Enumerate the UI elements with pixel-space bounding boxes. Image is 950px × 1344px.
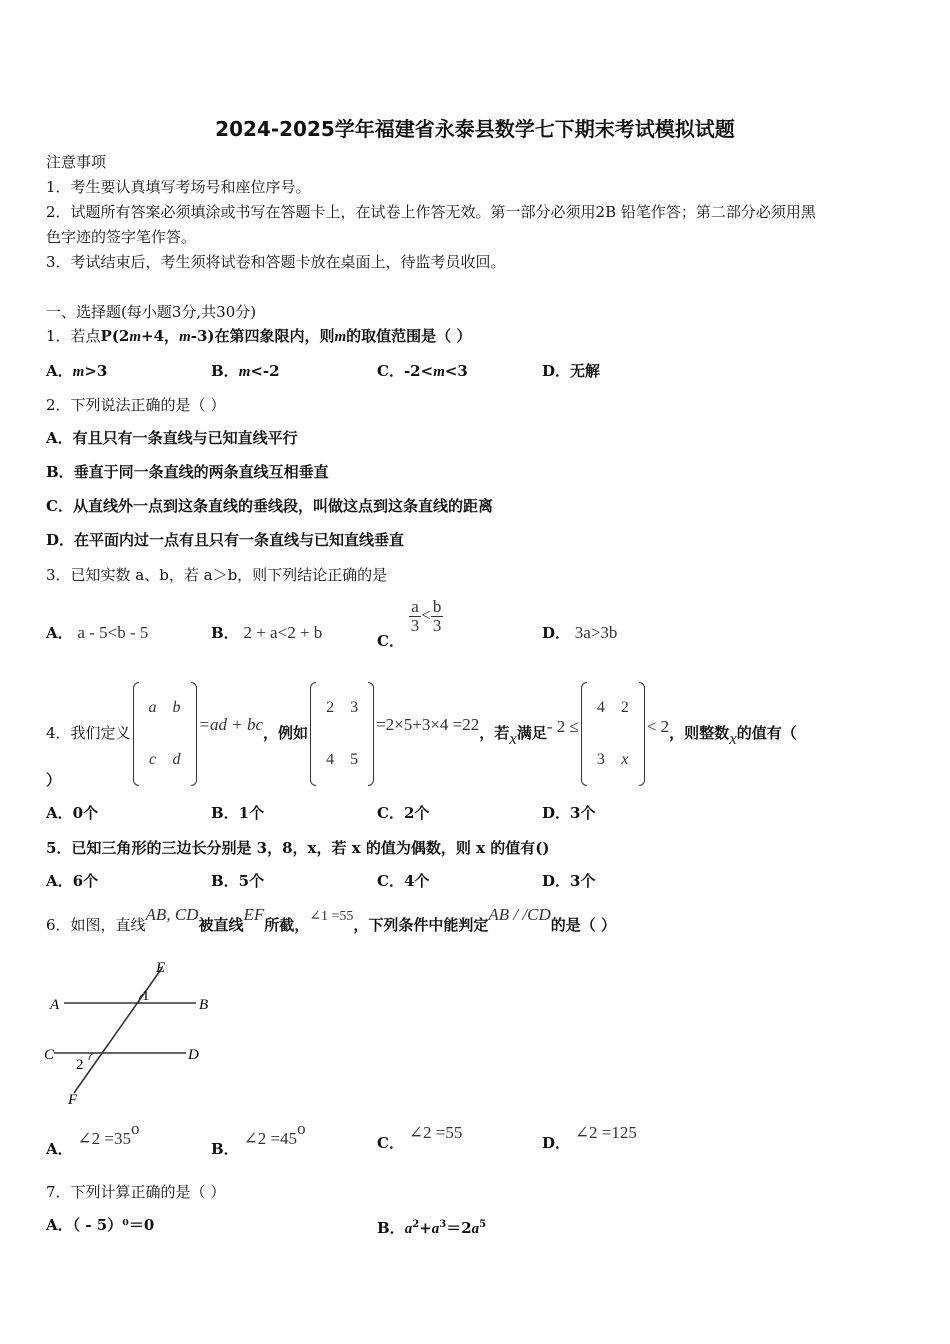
notice-item-2: 2．试题所有答案必须填涂或书写在答题卡上，在试卷上作答无效。第一部分必须用2B 铅笔作答；第二部分必须用黑	[46, 203, 816, 221]
q6-option-a[interactable]: A． ∠2 $=35^o$	[46, 1119, 140, 1158]
parallel-lines-figure	[44, 958, 219, 1106]
q5-option-a[interactable]: A．6个	[46, 872, 99, 890]
label-c: C	[44, 1047, 55, 1063]
label-2: 2	[76, 1057, 84, 1073]
q7-option-a[interactable]: A．（ - 5）⁰＝0	[46, 1216, 155, 1234]
label-e: E	[156, 960, 166, 976]
q5-option-b[interactable]: B．5个	[211, 872, 265, 890]
q5-option-c[interactable]: C．4个	[377, 872, 430, 890]
q2-option-b[interactable]: B．垂直于同一条直线的两条直线互相垂直	[46, 463, 329, 481]
label-b: B	[199, 997, 209, 1013]
question-3: 3．已知实数 a、b，若 a＞b，则下列结论正确的是	[46, 566, 388, 584]
fraction-b-3: $\frac{b}{3}$	[432, 597, 442, 635]
label-a: A	[50, 997, 60, 1013]
notice-heading: 注意事项	[46, 153, 107, 171]
q4-option-a[interactable]: A．0个	[46, 804, 99, 822]
line-ef	[74, 968, 162, 1093]
q2-option-c[interactable]: C．从直线外一点到这条直线的垂线段，叫做这点到这条直线的距离	[46, 497, 493, 515]
q3-option-b[interactable]: B． 2 + a<2 + b	[211, 623, 323, 642]
q4-option-d[interactable]: D．3个	[542, 804, 596, 822]
q1-option-d[interactable]: D．无解	[542, 362, 601, 380]
notice-item-2-cont: 色字迹的签字笔作答。	[46, 228, 197, 246]
question-6: 6．如图，直线AB, CD被直线EF所截，∠1 =55，下列条件中能判定AB / /CD的是（ ）	[46, 905, 616, 934]
notice-item-3: 3．考试结束后，考生须将试卷和答题卡放在桌面上，待监考员收回。	[46, 253, 506, 271]
q1-option-a[interactable]: A．m>3	[46, 362, 108, 380]
page-title: 2024-2025学年福建省永泰县数学七下期末考试模拟试题	[215, 117, 735, 141]
q7-option-b[interactable]: B．$a^2+a^3=2a^5$	[377, 1219, 487, 1237]
question-2: 2．下列说法正确的是（ ）	[46, 396, 226, 414]
question-4: 4．我们定义 a b c d =ad + bc，例如 2 3 4 5 =2×5+3×4 =22，若x满足- 2 ≤ 4 2 3 x < 2，则整数x的值有（	[46, 682, 797, 734]
q2-option-a[interactable]: A．有且只有一条直线与已知直线平行	[46, 429, 298, 447]
q4-option-c[interactable]: C．2个	[377, 804, 430, 822]
q6-option-c[interactable]: C． ∠2 =55	[377, 1123, 463, 1152]
q1-option-b[interactable]: B．m<-2	[211, 362, 280, 380]
question-7: 7．下列计算正确的是（ ）	[46, 1183, 226, 1201]
fraction-a-3: $\frac{a}{3}$	[410, 597, 420, 635]
section-heading: 一、选择题(每小题3分,共30分)	[46, 303, 257, 321]
q6-option-d[interactable]: D． ∠2 =125	[542, 1123, 637, 1152]
q1-option-c[interactable]: C．-2<m<3	[377, 362, 468, 380]
q5-option-d[interactable]: D．3个	[542, 872, 596, 890]
question-4-close: ）	[46, 771, 62, 789]
q3-option-d[interactable]: D． 3a>3b	[542, 623, 618, 642]
q6-option-b[interactable]: B． ∠2 $=45^o$	[211, 1119, 306, 1158]
determinant-definition: a b c d	[131, 682, 199, 786]
notice-item-1: 1．考生要认真填写考场号和座位序号。	[46, 178, 311, 196]
question-5: 5．已知三角形的三边长分别是 3，8，x，若 x 的值为偶数，则 x 的值有()	[46, 839, 550, 857]
determinant-condition: 4 2 3 x	[579, 682, 647, 786]
determinant-example: 2 3 4 5	[308, 682, 376, 786]
q4-option-b[interactable]: B．1个	[211, 804, 265, 822]
q3-option-c[interactable]: C． $\frac{a}{3}$ < $\frac{b}{3}$	[377, 597, 442, 650]
label-d: D	[188, 1047, 199, 1063]
angle-2-arc	[89, 1053, 94, 1060]
label-f: F	[68, 1092, 78, 1106]
question-1: 1．若点P(2m+4，m-3)在第四象限内，则m的取值范围是（ ）	[46, 327, 472, 345]
q3-option-a[interactable]: A． a - 5<b - 5	[46, 623, 149, 642]
q2-option-d[interactable]: D．在平面内过一点有且只有一条直线与已知直线垂直	[46, 531, 405, 549]
label-1: 1	[142, 988, 150, 1004]
